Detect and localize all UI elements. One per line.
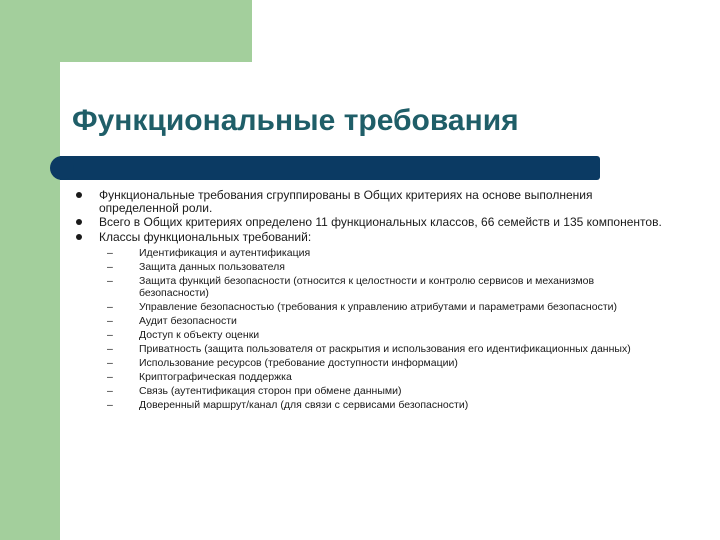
bullet-icon bbox=[76, 234, 82, 240]
sub-bullet-item bbox=[107, 329, 666, 341]
slide-title: Функциональные требования bbox=[72, 104, 519, 137]
sub-bullet-list bbox=[107, 247, 666, 411]
dash-icon: – bbox=[107, 301, 113, 313]
bullet-icon bbox=[76, 219, 82, 225]
sub-bullet-text: Защита данных пользователя bbox=[139, 261, 285, 273]
sub-bullet-item bbox=[107, 343, 666, 355]
sub-bullet-item bbox=[107, 385, 666, 397]
dash-icon: – bbox=[107, 343, 113, 355]
sub-bullet-text: Аудит безопасности bbox=[139, 315, 237, 327]
sub-bullet-item bbox=[107, 275, 666, 299]
dash-icon: – bbox=[107, 357, 113, 369]
sub-bullet-text: Защита функций безопасности (относится к целостности и контролю сервисов и механизмов безопасности) bbox=[139, 275, 595, 299]
sub-bullet-item bbox=[107, 261, 666, 273]
slide-content bbox=[76, 189, 666, 413]
sub-bullet-text: Приватность (защита пользователя от раскрытия и использования его идентификационных данных) bbox=[139, 343, 631, 355]
dash-icon: – bbox=[107, 261, 113, 273]
sub-bullet-text: Доверенный маршрут/канал (для связи с сервисами безопасности) bbox=[139, 399, 469, 411]
sub-bullet-item bbox=[107, 315, 666, 327]
dash-icon: – bbox=[107, 275, 113, 287]
sub-bullet-text: Доступ к объекту оценки bbox=[139, 329, 260, 341]
dash-icon: – bbox=[107, 247, 113, 259]
dash-icon: – bbox=[107, 385, 113, 397]
bullet-list bbox=[76, 189, 666, 411]
bullet-text: Всего в Общих критериях определено 11 функциональных классов, 66 семейств и 135 компонентов. bbox=[99, 215, 662, 229]
dash-icon: – bbox=[107, 399, 113, 411]
bullet-text: Функциональные требования сгруппированы в Общих критериях на основе выполнения определенной роли. bbox=[99, 188, 593, 215]
sub-bullet-item bbox=[107, 399, 666, 411]
sub-bullet-item bbox=[107, 371, 666, 383]
sub-bullet-item bbox=[107, 357, 666, 369]
dash-icon: – bbox=[107, 329, 113, 341]
sub-bullet-text: Связь (аутентификация сторон при обмене данными) bbox=[139, 385, 402, 397]
sub-bullet-item bbox=[107, 301, 666, 313]
sub-bullet-text: Криптографическая поддержка bbox=[139, 371, 292, 383]
bullet-item bbox=[76, 231, 666, 412]
sub-bullet-text: Идентификация и аутентификация bbox=[139, 247, 311, 259]
sub-bullet-text: Управление безопасностью (требования к управлению атрибутами и параметрами безопасности) bbox=[139, 301, 617, 313]
bullet-text: Классы функциональных требований: bbox=[99, 229, 312, 244]
bullet-item bbox=[76, 216, 666, 229]
dash-icon: – bbox=[107, 315, 113, 327]
decor-green-left bbox=[0, 0, 60, 540]
bullet-item bbox=[76, 189, 666, 214]
dash-icon: – bbox=[107, 371, 113, 383]
bullet-icon bbox=[76, 192, 82, 198]
title-underline-bar bbox=[60, 156, 600, 180]
sub-bullet-item bbox=[107, 247, 666, 259]
sub-bullet-text: Использование ресурсов (требование доступности информации) bbox=[139, 357, 458, 369]
